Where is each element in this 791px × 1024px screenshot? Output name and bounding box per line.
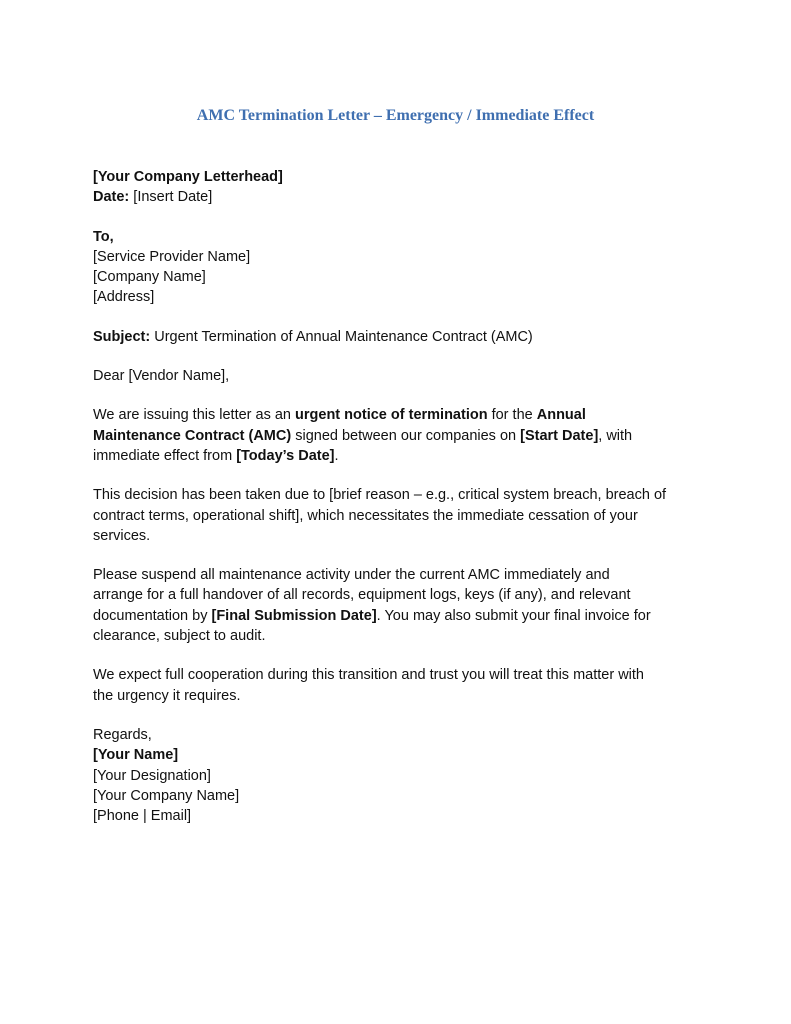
para4-line2: the urgency it requires. bbox=[93, 687, 241, 704]
para3-line4: clearance, subject to audit. bbox=[93, 628, 266, 645]
spacer bbox=[93, 347, 713, 366]
para3-line1: Please suspend all maintenance activity under the current AMC immediately and bbox=[93, 567, 610, 584]
para4-line1: We expect full cooperation during this transition and trust you will treat this matter with bbox=[93, 667, 644, 684]
bold-run: [Today’s Date] bbox=[236, 447, 335, 464]
text-run: , with bbox=[598, 427, 633, 444]
bold-run: [Final Submission Date] bbox=[211, 607, 377, 624]
subject-text: Urgent Termination of Annual Maintenance Contract (AMC) bbox=[150, 328, 533, 345]
text-run: for the bbox=[487, 407, 537, 424]
bold-run: Annual bbox=[536, 407, 586, 424]
subject-label: Subject: bbox=[93, 328, 151, 345]
para1-line1 bbox=[93, 405, 713, 425]
spacer bbox=[93, 706, 713, 725]
para3-line3 bbox=[93, 606, 713, 626]
date-label: Date: bbox=[93, 189, 130, 206]
spacer bbox=[93, 208, 713, 227]
spacer bbox=[93, 646, 713, 665]
bold-run: Maintenance Contract (AMC) bbox=[93, 427, 292, 444]
closing-company: [Your Company Name] bbox=[93, 787, 240, 804]
text-run: signed between our companies on bbox=[291, 427, 521, 444]
letter-body bbox=[93, 167, 713, 826]
letterhead-line bbox=[93, 167, 713, 187]
para2-line3: services. bbox=[93, 527, 151, 544]
bold-run: [Start Date] bbox=[520, 427, 599, 444]
para1-line3 bbox=[93, 446, 713, 466]
recipient-to-line bbox=[93, 227, 713, 247]
subject-line bbox=[93, 327, 713, 347]
recipient-provider: [Service Provider Name] bbox=[93, 248, 251, 265]
letterhead: [Your Company Letterhead] bbox=[93, 169, 283, 185]
para3-line2: arrange for a full handover of all records, equipment logs, keys (if any), and relevant bbox=[93, 587, 631, 604]
salutation: Dear [Vendor Name], bbox=[93, 368, 230, 385]
spacer bbox=[93, 466, 713, 485]
spacer bbox=[93, 546, 713, 565]
date-line bbox=[93, 187, 713, 207]
date-value: [Insert Date] bbox=[129, 189, 213, 206]
closing-name-line bbox=[93, 745, 713, 765]
text-run: immediate effect from bbox=[93, 447, 237, 464]
para2-line2: contract terms, operational shift], which necessitates the immediate cessation of your bbox=[93, 507, 638, 524]
para1-line2 bbox=[93, 426, 713, 446]
document-title: AMC Termination Letter – Emergency / Immediate Effect bbox=[196, 107, 595, 124]
closing-contact: [Phone | Email] bbox=[93, 808, 192, 825]
closing-regards: Regards, bbox=[93, 726, 152, 743]
recipient-company: [Company Name] bbox=[93, 269, 206, 286]
bold-run: urgent notice of termination bbox=[295, 407, 488, 424]
closing-designation: [Your Designation] bbox=[93, 767, 211, 784]
spacer bbox=[93, 308, 713, 327]
text-run: documentation by bbox=[93, 607, 212, 624]
text-run: We are issuing this letter as an bbox=[93, 407, 296, 424]
recipient-to: To, bbox=[93, 228, 114, 245]
spacer bbox=[93, 386, 713, 405]
para2-line1: This decision has been taken due to [brief reason – e.g., critical system breach, breach of bbox=[93, 487, 667, 504]
text-run: . You may also submit your final invoice for bbox=[376, 607, 651, 624]
text-run: . bbox=[334, 447, 339, 464]
recipient-address: [Address] bbox=[93, 289, 155, 306]
closing-name: [Your Name] bbox=[93, 747, 179, 764]
